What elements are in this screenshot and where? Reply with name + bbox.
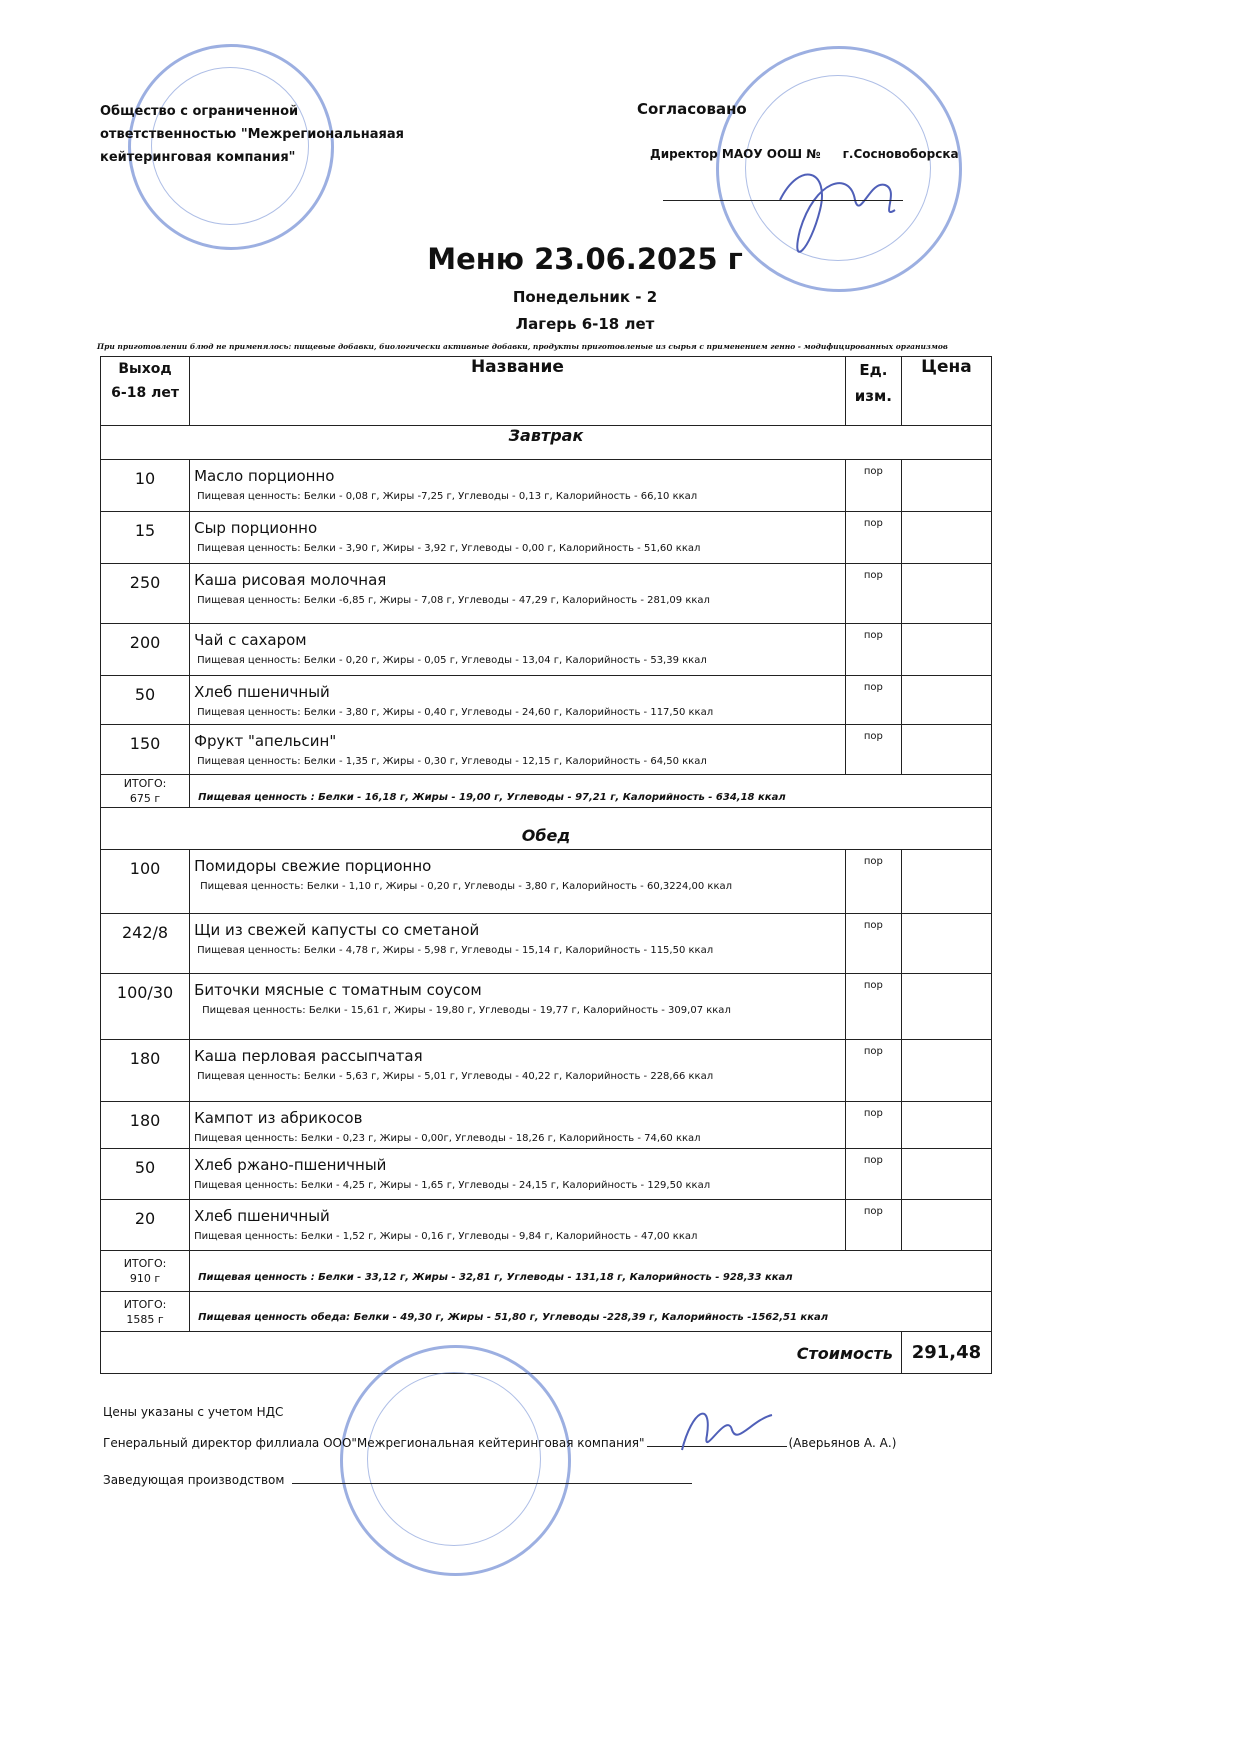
dish-output: 150: [101, 725, 190, 775]
dish-name: Кампот из абрикосов: [194, 1109, 363, 1127]
head-line: [103, 1473, 692, 1487]
dish-price: [901, 1040, 991, 1102]
output-header-line-1: Выход: [118, 361, 172, 377]
dish-name: Хлеб пшеничный: [194, 1207, 330, 1225]
dish-nutrition: Пищевая ценность: Белки - 0,20 г, Жиры - 0,05 г, Углеводы - 13,04 г, Калорийность - 53,39 ккал: [197, 655, 707, 666]
dish-unit: пор: [845, 1149, 901, 1200]
table-row: [101, 1200, 992, 1251]
dish-unit: пор: [845, 725, 901, 775]
dish-name: Каша перловая рассыпчатая: [194, 1047, 423, 1065]
dish-nutrition: Пищевая ценность: Белки - 4,25 г, Жиры - 1,65 г, Углеводы - 24,15 г, Калорийность - 129,50 ккал: [194, 1180, 711, 1191]
gd-title: Генеральный директор филлиала ООО"Межрегиональная кейтеринговая компания": [103, 1436, 645, 1450]
total-nutrition: Пищевая ценность : Белки - 33,12 г, Жиры - 32,81 г, Углеводы - 131,18 г, Калорийность - 928,33 ккал: [190, 1251, 992, 1292]
dish-unit: пор: [845, 850, 901, 914]
output-header-line-2: 6-18 лет: [111, 385, 179, 401]
dish-name: Щи из свежей капусты со сметаной: [194, 921, 480, 939]
menu-table: [100, 356, 992, 1374]
dish-nutrition: Пищевая ценность: Белки - 1,10 г, Жиры - 0,20 г, Углеводы - 3,80 г, Калорийность - 60,3224,00 ккал: [200, 881, 733, 892]
table-row: [101, 850, 992, 914]
section-lunch: [101, 808, 992, 850]
table-row: [101, 564, 992, 624]
total-cell: [101, 1251, 190, 1292]
dish-unit: пор: [845, 564, 901, 624]
gd-signature: [672, 1390, 782, 1470]
dish-price: [901, 1102, 991, 1149]
dish-unit: пор: [845, 676, 901, 725]
dish-nutrition: Пищевая ценность: Белки - 3,80 г, Жиры - 0,40 г, Углеводы - 24,60 г, Калорийность - 117,50 ккал: [197, 707, 714, 718]
head-title: Заведующая производством: [103, 1473, 285, 1487]
dish-output: 100: [101, 850, 190, 914]
total-cell: [101, 775, 190, 808]
dish-price: [901, 914, 991, 974]
org-line-1: Общество с ограниченной: [100, 104, 299, 119]
menu-title: Меню 23.06.2025 г: [427, 242, 743, 276]
total-label: ИТОГО:: [123, 1297, 167, 1311]
camp-label: Лагерь 6-18 лет: [515, 315, 655, 333]
table-header-row: [101, 357, 992, 426]
cost-value: 291,48: [901, 1332, 991, 1374]
breakfast-total-row: [101, 775, 992, 808]
cost-label: Стоимость: [101, 1332, 902, 1374]
total-weight: 675 г: [129, 792, 161, 805]
dish-unit: пор: [845, 512, 901, 564]
dish-output: 10: [101, 460, 190, 512]
dish-nutrition: Пищевая ценность: Белки -6,85 г, Жиры - 7,08 г, Углеводы - 47,29 г, Калорийность - 281,09 ккал: [197, 595, 710, 606]
dish-unit: пор: [845, 624, 901, 676]
dish-unit: пор: [845, 1040, 901, 1102]
dish-nutrition: Пищевая ценность: Белки - 5,63 г, Жиры - 5,01 г, Углеводы - 40,22 г, Калорийность - 228,66 ккал: [197, 1071, 714, 1082]
dish-output: 242/8: [101, 914, 190, 974]
city-name: г.Сосновоборска: [842, 147, 959, 161]
dish-output: 15: [101, 512, 190, 564]
cost-row: [101, 1332, 992, 1374]
bottom-organization-stamp: [340, 1345, 571, 1576]
dish-name: Масло порционно: [194, 467, 335, 485]
table-row: [101, 676, 992, 725]
total-label: ИТОГО:: [123, 777, 167, 790]
grand-total-row: [101, 1292, 992, 1332]
dish-name: Чай с сахаром: [194, 631, 307, 649]
dish-output: 200: [101, 624, 190, 676]
org-line-3: кейтеринговая компания": [100, 150, 296, 165]
dish-price: [901, 564, 991, 624]
dish-price: [901, 1200, 991, 1251]
signature-line: [663, 200, 903, 201]
dish-output: 250: [101, 564, 190, 624]
table-row: [101, 1102, 992, 1149]
section-title: Обед: [101, 808, 992, 850]
dish-name: Хлеб ржано-пшеничный: [194, 1156, 387, 1174]
dish-nutrition: Пищевая ценность: Белки - 0,23 г, Жиры - 0,00г, Углеводы - 18,26 г, Калорийность - 74,60 ккал: [194, 1133, 701, 1144]
unit-header-line-1: Ед.: [859, 361, 888, 379]
agreed-label: Согласовано: [637, 100, 747, 118]
dish-price: [901, 974, 991, 1040]
dish-name: Помидоры свежие порционно: [194, 857, 432, 875]
gmo-note: При приготовлении блюд не применялось: пищевые добавки, биологически активные добавки, продукты приготовленые из сырья с применением генно - модифицированных организмов: [97, 342, 948, 351]
vat-note: Цены указаны с учетом НДС: [103, 1405, 284, 1419]
total-weight: 910 г: [129, 1272, 161, 1285]
dish-nutrition: Пищевая ценность: Белки - 15,61 г, Жиры - 19,80 г, Углеводы - 19,77 г, Калорийность - 309,07 ккал: [202, 1005, 731, 1016]
dish-name: Каша рисовая молочная: [194, 571, 387, 589]
dish-price: [901, 1149, 991, 1200]
total-label: ИТОГО:: [123, 1257, 167, 1270]
org-line-2: ответственностью "Межрегиональнаяая: [100, 127, 404, 142]
dish-price: [901, 624, 991, 676]
dish-output: 100/30: [101, 974, 190, 1040]
dish-output: 50: [101, 1149, 190, 1200]
table-row: [101, 974, 992, 1040]
dish-price: [901, 512, 991, 564]
organization-name: [100, 100, 430, 169]
table-row: [101, 1149, 992, 1200]
dish-name: Фрукт "апельсин": [194, 732, 337, 750]
table-row: [101, 512, 992, 564]
dish-nutrition: Пищевая ценность: Белки - 1,52 г, Жиры - 0,16 г, Углеводы - 9,84 г, Калорийность - 47,00 ккал: [194, 1231, 698, 1242]
dish-nutrition: Пищевая ценность: Белки - 1,35 г, Жиры - 0,30 г, Углеводы - 12,15 г, Калорийность - 64,50 ккал: [197, 756, 707, 767]
unit-header: [845, 357, 901, 426]
unit-header-line-2: изм.: [854, 387, 892, 405]
dish-unit: пор: [845, 460, 901, 512]
table-row: [101, 725, 992, 775]
dish-price: [901, 850, 991, 914]
dish-output: 180: [101, 1040, 190, 1102]
gd-name: (Аверьянов А. А.): [788, 1436, 897, 1450]
dish-output: 50: [101, 676, 190, 725]
total-cell: [101, 1292, 190, 1332]
total-nutrition: Пищевая ценность : Белки - 16,18 г, Жиры - 19,00 г, Углеводы - 97,21 г, Калорийность - 634,18 ккал: [190, 775, 992, 808]
section-breakfast: [101, 426, 992, 460]
dish-output: 20: [101, 1200, 190, 1251]
table-row: [101, 1040, 992, 1102]
dish-unit: пор: [845, 1200, 901, 1251]
dish-name: Хлеб пшеничный: [194, 683, 330, 701]
dish-unit: пор: [845, 1102, 901, 1149]
table-row: [101, 460, 992, 512]
table-row: [101, 914, 992, 974]
total-nutrition: Пищевая ценность обеда: Белки - 49,30 г, Жиры - 51,80 г, Углеводы -228,39 г, Калорийность -1562,51 ккал: [190, 1292, 992, 1332]
dish-unit: пор: [845, 914, 901, 974]
dish-nutrition: Пищевая ценность: Белки - 0,08 г, Жиры -7,25 г, Углеводы - 0,13 г, Калорийность - 66,10 ккал: [197, 491, 698, 502]
name-header: Название: [190, 357, 846, 426]
total-weight: 1585 г: [126, 1312, 164, 1326]
dish-name: Сыр порционно: [194, 519, 318, 537]
table-row: [101, 624, 992, 676]
director-line: [650, 147, 959, 161]
dish-nutrition: Пищевая ценность: Белки - 3,90 г, Жиры - 3,92 г, Углеводы - 0,00 г, Калорийность - 51,60 ккал: [197, 543, 701, 554]
dish-price: [901, 676, 991, 725]
section-title: Завтрак: [101, 426, 992, 460]
dish-nutrition: Пищевая ценность: Белки - 4,78 г, Жиры - 5,98 г, Углеводы - 15,14 г, Калорийность - 115,50 ккал: [197, 945, 714, 956]
price-header: Цена: [901, 357, 991, 426]
dish-unit: пор: [845, 974, 901, 1040]
dish-price: [901, 725, 991, 775]
director-title: Директор МАОУ ООШ №: [650, 147, 821, 161]
lunch-total-row: [101, 1251, 992, 1292]
dish-name: Биточки мясные с томатным соусом: [194, 981, 482, 999]
dish-output: 180: [101, 1102, 190, 1149]
dish-price: [901, 460, 991, 512]
output-header: [101, 357, 190, 426]
day-label: Понедельник - 2: [512, 288, 658, 306]
